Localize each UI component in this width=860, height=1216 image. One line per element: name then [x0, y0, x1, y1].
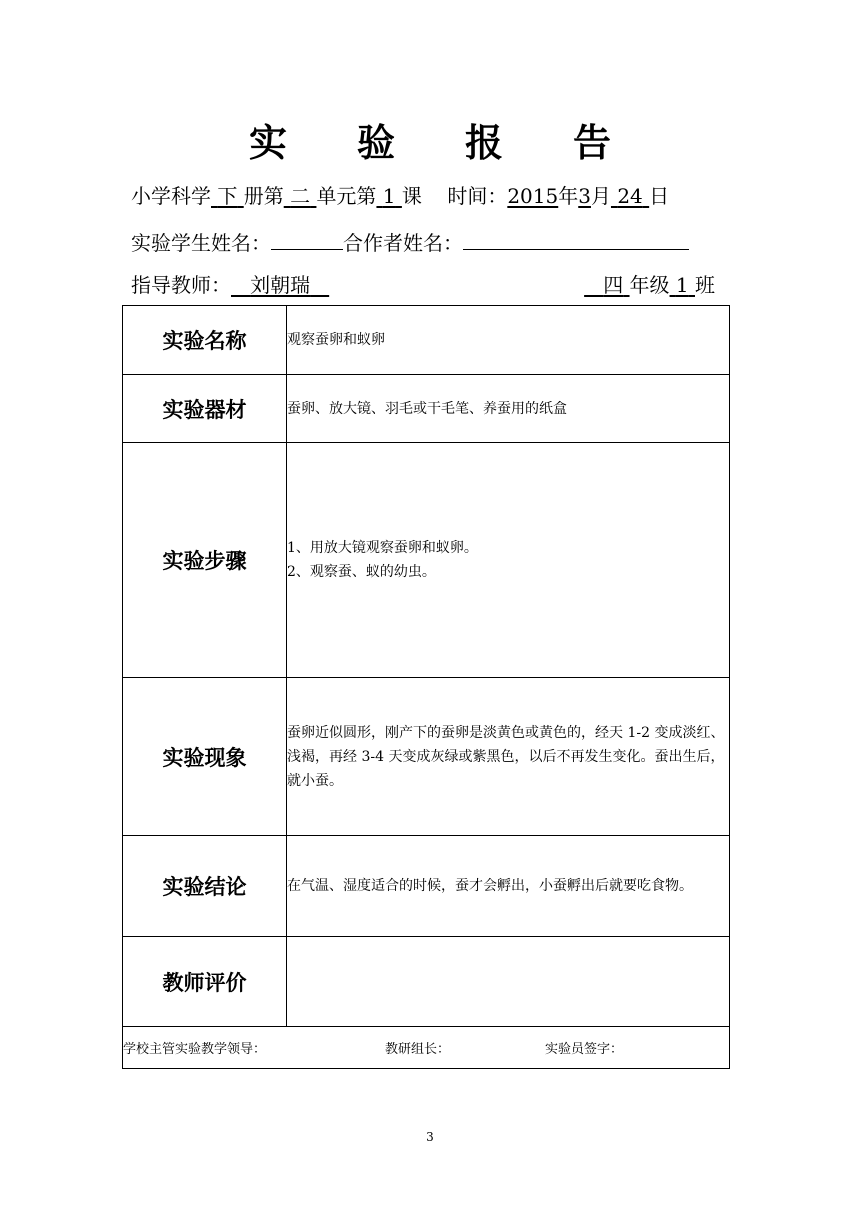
teacher-label: 指导教师： [131, 273, 231, 297]
names-line [131, 227, 689, 255]
year-unit: 年 [558, 184, 579, 208]
phenomenon-text: 蚕卵近似圆形，刚产下的蚕卵是淡黄色或黄色的，经天 1-2 变成淡红、浅褐，再经 3-4 天变成灰绿或紫黑色，以后不再发生变化。蚕出生后，就小蚕。 [287, 678, 730, 836]
unit-suffix: 单元第 [316, 184, 377, 208]
class-value: 1 [675, 273, 689, 297]
course-info-line [131, 182, 669, 210]
report-title [0, 112, 860, 167]
time-label: 时间： [447, 184, 508, 208]
row-label-conclusion: 实验结论 [123, 836, 287, 937]
grade-unit: 年级 [629, 273, 670, 297]
lesson-value: 1 [382, 184, 396, 208]
table-row [123, 937, 730, 1027]
unit-value: 二 [290, 184, 311, 208]
row-label-phenomenon: 实验现象 [123, 678, 287, 836]
leader-label: 学校主管实验教学领导： [123, 1042, 267, 1057]
table-row [123, 443, 730, 678]
table-row [123, 836, 730, 937]
partner-name-label: 合作者姓名： [343, 231, 463, 255]
teacher-name: 刘朝瑞 [250, 273, 311, 297]
month-value: 3 [578, 184, 591, 208]
table-row [123, 375, 730, 443]
volume-value: 下 [217, 184, 238, 208]
experiment-name: 观察蚕卵和蚁卵 [287, 306, 730, 375]
row-label-evaluation: 教师评价 [123, 937, 287, 1027]
table-row [123, 678, 730, 836]
title-char: 验 [356, 121, 395, 165]
row-label-steps: 实验步骤 [123, 443, 287, 678]
table-row [123, 306, 730, 375]
report-table [122, 305, 730, 1069]
year-value: 2015 [507, 184, 559, 208]
conclusion-text: 在气温、湿度适合的时候，蚕才会孵出，小蚕孵出后就要吃食物。 [287, 836, 730, 937]
head-label: 教研组长： [385, 1042, 451, 1057]
staff-label: 实验员签字： [545, 1042, 624, 1057]
grade-class [584, 271, 715, 299]
table-row [123, 1027, 730, 1069]
row-label-equipment: 实验器材 [123, 375, 287, 443]
student-name-label: 实验学生姓名： [131, 231, 271, 255]
page-number: 3 [426, 1130, 434, 1144]
step-item: 2、观察蚕、蚁的幼虫。 [287, 564, 436, 580]
day-unit: 日 [649, 184, 670, 208]
student-name-blank [271, 227, 343, 250]
signature-row [123, 1027, 730, 1069]
class-unit: 班 [695, 273, 715, 297]
title-char: 实 [248, 121, 287, 165]
row-label-name: 实验名称 [123, 306, 287, 375]
partner-name-blank [463, 227, 689, 250]
grade-value: 四 [603, 273, 624, 297]
evaluation-text [287, 937, 730, 1027]
day-value: 24 [617, 184, 643, 208]
month-unit: 月 [590, 184, 611, 208]
title-char: 告 [573, 121, 612, 165]
volume-suffix: 册第 [243, 184, 284, 208]
equipment-list: 蚕卵、放大镜、羽毛或干毛笔、养蚕用的纸盒 [287, 375, 730, 443]
steps-cell [287, 443, 730, 678]
teacher-line [131, 271, 715, 299]
course-prefix: 小学科学 [131, 184, 211, 208]
title-char: 报 [465, 121, 504, 165]
lesson-suffix: 课 [401, 184, 422, 208]
step-item: 1、用放大镜观察蚕卵和蚁卵。 [287, 540, 478, 556]
